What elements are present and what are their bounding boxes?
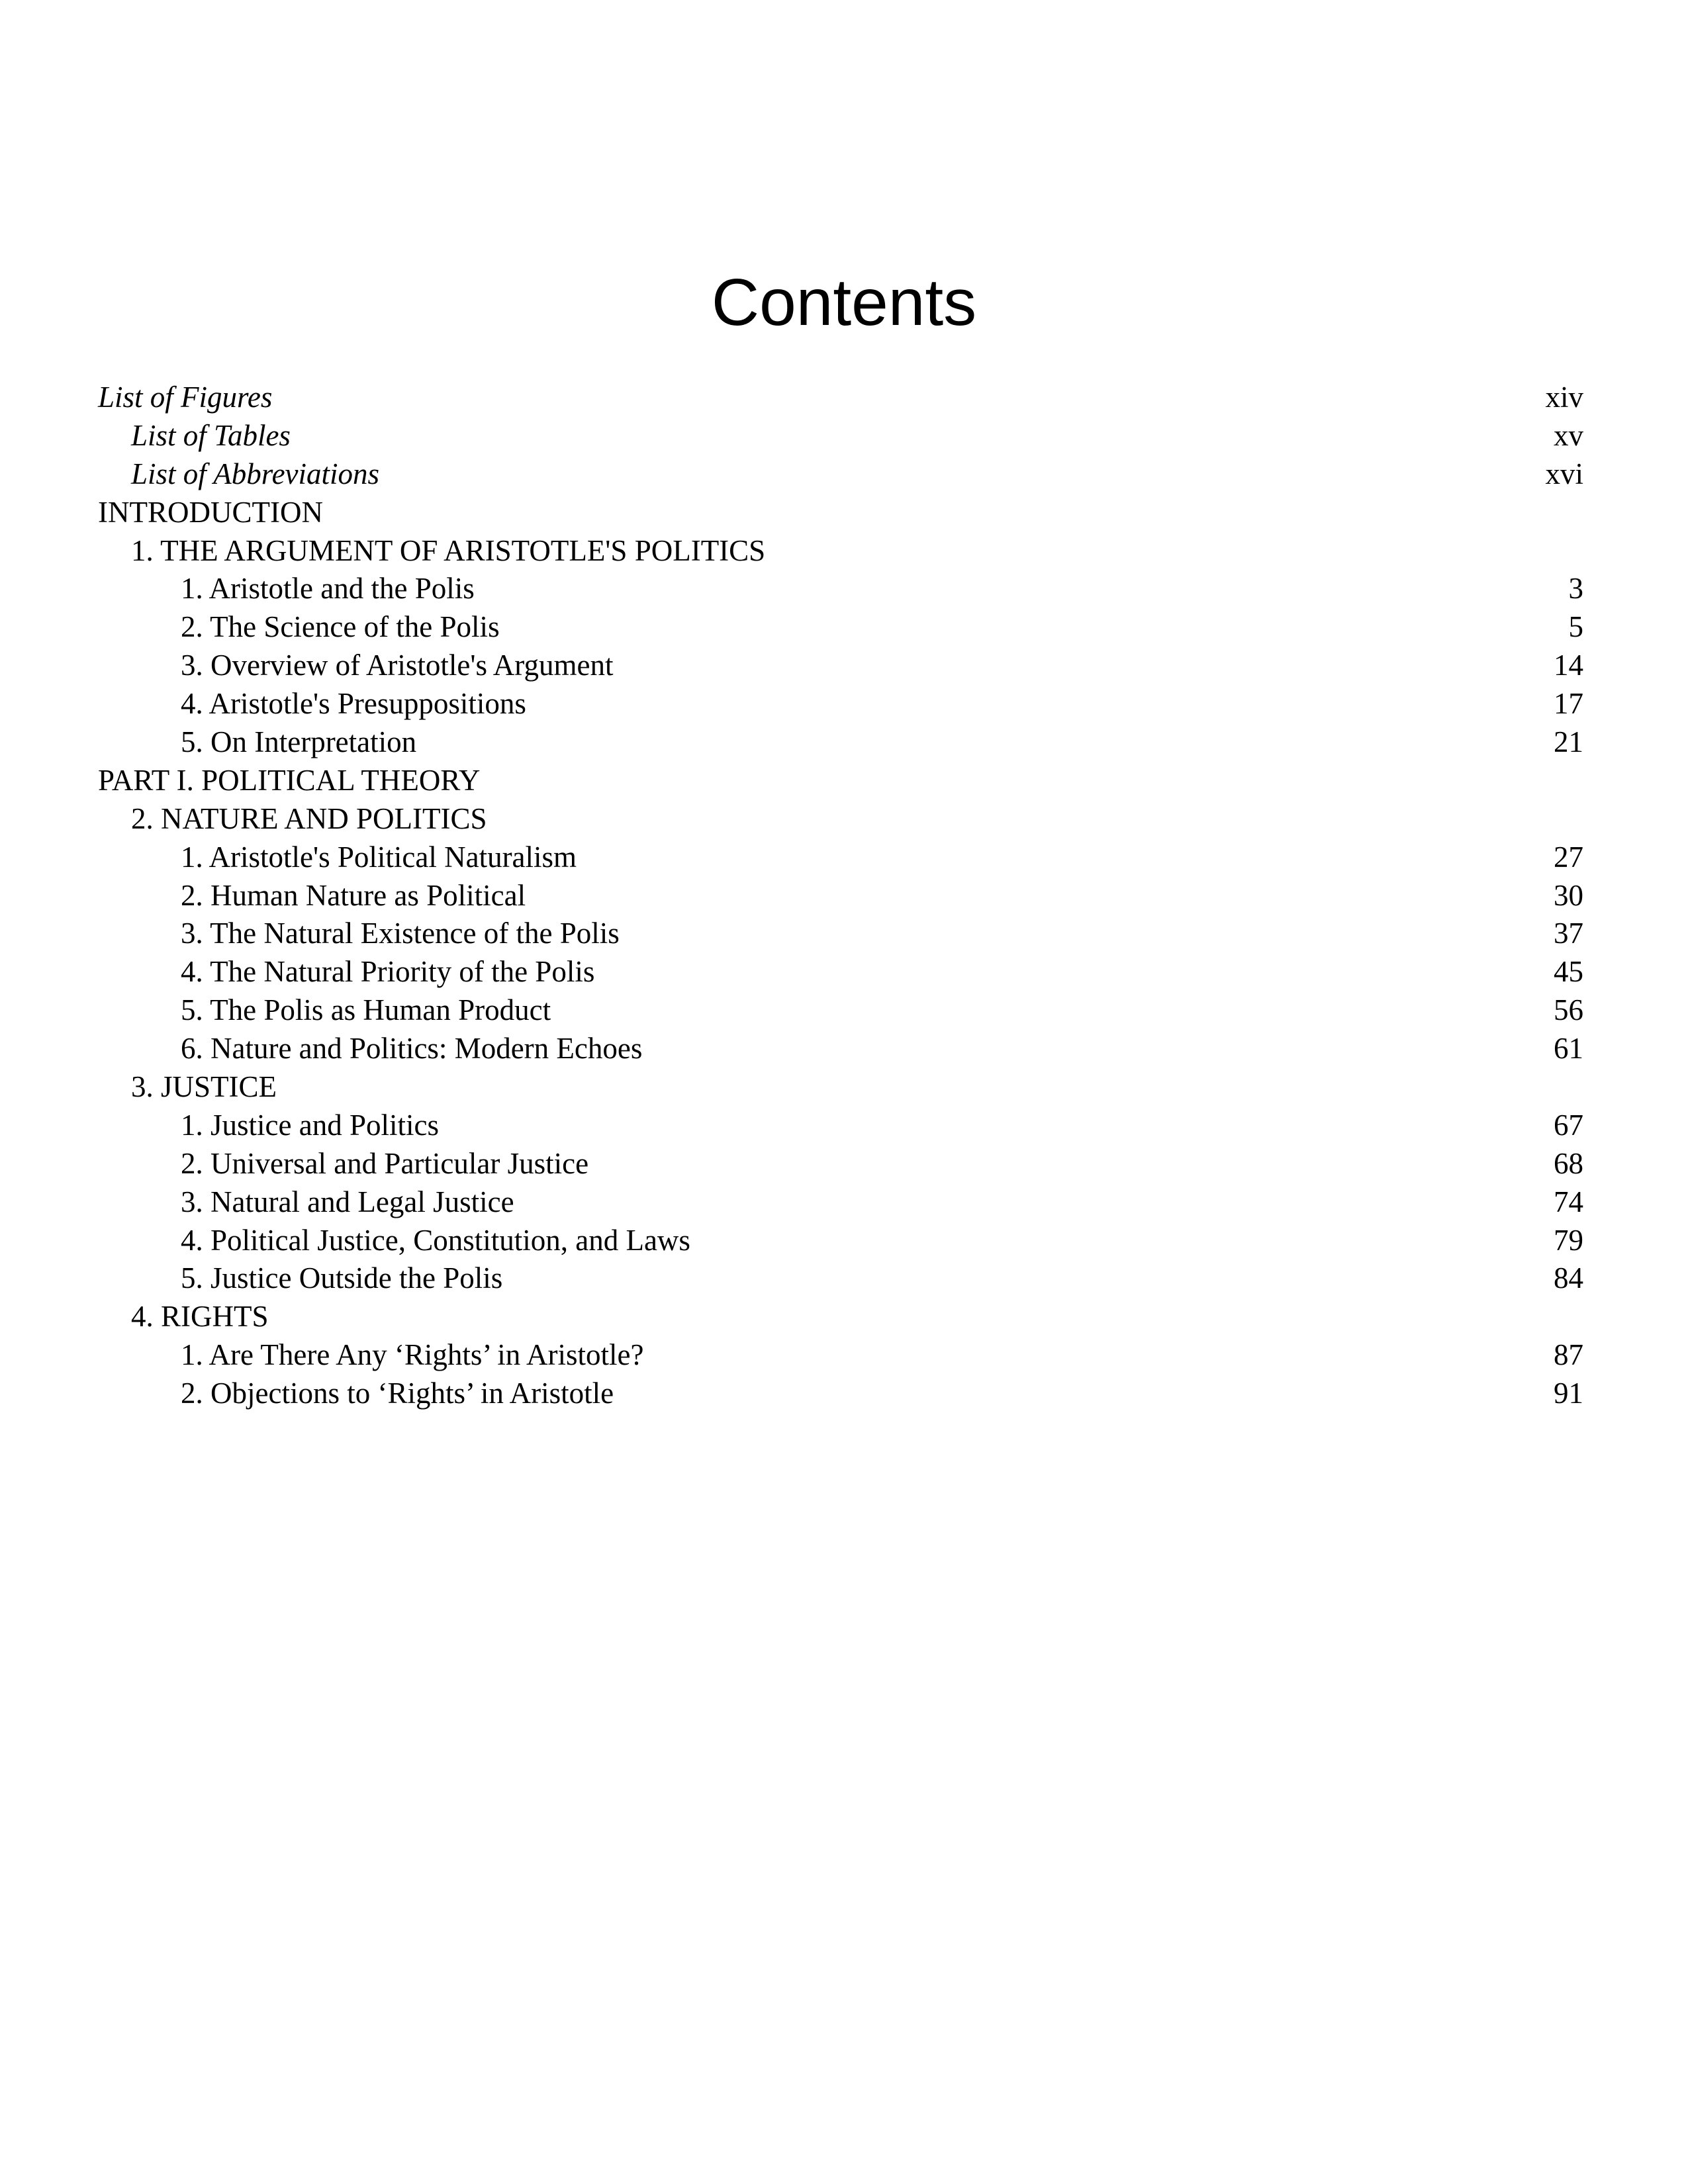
toc-entry-page-number: xiv — [1545, 381, 1583, 414]
toc-entry-page-number: xv — [1554, 418, 1583, 452]
toc-entry[interactable] — [98, 685, 1583, 723]
table-of-contents — [98, 379, 1583, 1413]
toc-entry-page-number: 45 — [1554, 955, 1583, 989]
toc-entry[interactable] — [98, 877, 1583, 915]
toc-entry[interactable] — [98, 1068, 1583, 1107]
toc-entry-page-number: 30 — [1554, 878, 1583, 912]
toc-entry[interactable] — [98, 723, 1583, 762]
toc-entry[interactable] — [98, 570, 1583, 608]
toc-entry-label: 3. Natural and Legal Justice — [181, 1185, 514, 1218]
toc-entry-label: List of Tables — [131, 418, 291, 452]
toc-entry[interactable] — [98, 915, 1583, 953]
toc-entry-label: 1. Aristotle's Political Naturalism — [181, 840, 577, 874]
toc-entry-label: 1. THE ARGUMENT OF ARISTOTLE'S POLITICS — [131, 533, 766, 567]
toc-entry-page-number: 79 — [1554, 1223, 1583, 1257]
toc-entry-label: PART I. POLITICAL THEORY — [98, 763, 481, 797]
toc-entry-label: 4. RIGHTS — [131, 1300, 269, 1334]
toc-entry[interactable] — [98, 1298, 1583, 1336]
toc-entry[interactable] — [98, 1375, 1583, 1413]
toc-entry-page-number: 61 — [1554, 1032, 1583, 1066]
toc-entry-page-number: 5 — [1568, 610, 1583, 644]
toc-entry-label: List of Abbreviations — [131, 457, 380, 490]
toc-entry-label: List of Figures — [98, 381, 273, 414]
toc-entry-page-number: xvi — [1545, 457, 1583, 490]
toc-entry-page-number: 68 — [1554, 1146, 1583, 1180]
toc-entry-label: 6. Nature and Politics: Modern Echoes — [181, 1032, 643, 1066]
page-title: Contents — [711, 265, 977, 340]
toc-entry[interactable] — [98, 1336, 1583, 1375]
toc-entry-label: 3. JUSTICE — [131, 1070, 277, 1104]
toc-entry-label: 2. The Science of the Polis — [181, 610, 500, 644]
toc-entry-page-number: 17 — [1554, 687, 1583, 721]
toc-entry[interactable] — [98, 532, 1583, 570]
toc-entry[interactable] — [98, 1222, 1583, 1260]
toc-entry-page-number: 14 — [1554, 649, 1583, 682]
toc-entry-label: 4. Aristotle's Presuppositions — [181, 687, 526, 721]
toc-entry-page-number: 3 — [1568, 572, 1583, 606]
toc-entry-label: 1. Aristotle and the Polis — [181, 572, 475, 606]
toc-entry-page-number: 84 — [1554, 1261, 1583, 1295]
toc-entry-page-number: 27 — [1554, 840, 1583, 874]
toc-entry[interactable] — [98, 991, 1583, 1030]
toc-entry[interactable] — [98, 1030, 1583, 1068]
toc-entry[interactable] — [98, 417, 1583, 455]
toc-entry-label: 1. Are There Any ‘Rights’ in Aristotle? — [181, 1338, 644, 1372]
toc-entry[interactable] — [98, 839, 1583, 877]
toc-entry-page-number: 56 — [1554, 993, 1583, 1027]
toc-entry-label: INTRODUCTION — [98, 495, 323, 529]
toc-entry-label: 3. The Natural Existence of the Polis — [181, 917, 620, 950]
toc-entry[interactable] — [98, 608, 1583, 647]
toc-entry-label: 4. Political Justice, Constitution, and Laws — [181, 1223, 690, 1257]
toc-entry[interactable] — [98, 1259, 1583, 1298]
toc-entry-label: 5. On Interpretation — [181, 725, 417, 759]
toc-entry-label: 2. NATURE AND POLITICS — [131, 801, 487, 835]
toc-entry[interactable] — [98, 1145, 1583, 1183]
toc-entry-page-number: 91 — [1554, 1377, 1583, 1410]
toc-entry[interactable] — [98, 455, 1583, 494]
toc-entry-label: 2. Objections to ‘Rights’ in Aristotle — [181, 1377, 614, 1410]
toc-entry[interactable] — [98, 1183, 1583, 1222]
toc-entry-label: 2. Human Nature as Political — [181, 878, 526, 912]
toc-entry-page-number: 37 — [1554, 917, 1583, 950]
toc-entry-label: 1. Justice and Politics — [181, 1108, 439, 1142]
toc-entry[interactable] — [98, 800, 1583, 839]
toc-entry-label: 4. The Natural Priority of the Polis — [181, 955, 595, 989]
toc-entry-page-number: 21 — [1554, 725, 1583, 759]
toc-entry[interactable] — [98, 1107, 1583, 1145]
toc-entry[interactable] — [98, 494, 1583, 532]
toc-entry-label: 5. The Polis as Human Product — [181, 993, 551, 1027]
toc-entry[interactable] — [98, 953, 1583, 991]
toc-entry-page-number: 74 — [1554, 1185, 1583, 1218]
toc-entry-page-number: 67 — [1554, 1108, 1583, 1142]
toc-entry[interactable] — [98, 762, 1583, 800]
toc-entry[interactable] — [98, 647, 1583, 685]
toc-entry-label: 3. Overview of Aristotle's Argument — [181, 649, 614, 682]
toc-entry-page-number: 87 — [1554, 1338, 1583, 1372]
toc-entry-label: 2. Universal and Particular Justice — [181, 1146, 589, 1180]
toc-entry-label: 5. Justice Outside the Polis — [181, 1261, 503, 1295]
toc-entry[interactable] — [98, 379, 1583, 417]
